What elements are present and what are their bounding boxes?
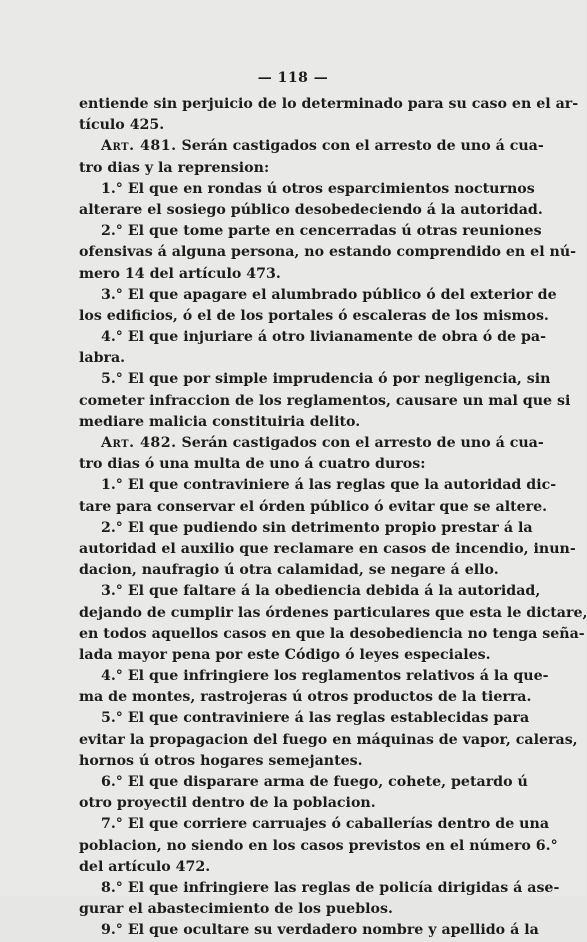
line-text: 5.° El que por simple imprudencia ó por negligencia, sin (101, 371, 551, 388)
line-text: dejando de cumplir las órdenes particulares que esta le dictare, (79, 604, 587, 621)
text-line (79, 836, 558, 857)
text-line (79, 497, 548, 518)
text-line (79, 433, 544, 454)
text-line (79, 264, 500, 285)
line-text: evitar la propagacion del fuego en máquinas de vapor, caleras, (79, 731, 578, 748)
text-line (79, 391, 571, 412)
line-text: autoridad el auxilio que reclamare en casos de incendio, inun- (79, 540, 576, 557)
text-line (79, 539, 576, 560)
line-text: 3.° El que faltare á la obediencia debida á la autoridad, (101, 583, 541, 600)
line-text: 5.° El que contraviniere á las reglas establecidas para (101, 710, 530, 727)
line-text: mediare malicia constituiria delito. (79, 413, 361, 430)
text-line (79, 814, 550, 835)
text-line (79, 603, 587, 624)
line-text: 4.° El que infringiere los reglamentos relativos á la que- (101, 668, 549, 685)
line-text: hornos ú otros hogares semejantes. (79, 752, 363, 769)
line-text: 9.° El que ocultare su verdadero nombre y apellido á la (101, 922, 539, 939)
text-line (79, 878, 560, 899)
line-text: labra. (79, 350, 126, 367)
line-text: tículo 425. (79, 117, 165, 134)
text-line (79, 454, 500, 475)
text-line (79, 624, 585, 645)
text-line (79, 751, 500, 772)
line-text: 3.° El que apagare el alumbrado público ó del exterior de (101, 286, 557, 303)
text-line (79, 369, 551, 390)
line-text: dacion, naufragio ú otra calamidad, se negare á ello. (79, 562, 499, 579)
text-line (79, 899, 500, 920)
line-text: lada mayor pena por este Código ó leyes especiales. (79, 646, 491, 663)
text-line (79, 518, 533, 539)
text-line (79, 285, 557, 306)
line-text: ofensivas á alguna persona, no estando comprendido en el nú- (79, 244, 577, 261)
line-text: 7.° El que corriere carruajes ó caballerías dentro de una (101, 816, 550, 833)
line-text: 2.° El que pudiendo sin detrimento propio prestar á la (101, 519, 533, 536)
line-text: entiende sin perjuicio de lo determinado para su caso en el ar- (79, 96, 579, 112)
text-line (79, 708, 530, 729)
text-line (79, 327, 547, 348)
line-text: del artículo 472. (79, 858, 211, 875)
text-line (79, 687, 532, 708)
line-text: Serán castigados con el arresto de uno á cua- (176, 435, 544, 451)
page-number: — 118 — (257, 70, 329, 86)
line-text: otro proyectil dentro de la poblacion. (79, 795, 376, 812)
text-line (79, 581, 541, 602)
article-label: Art. 482. (101, 435, 177, 451)
line-text: los edificios, ó el de los portales ó escaleras de los mismos. (79, 307, 549, 324)
line-text: alterare el sosiego público desobedeciendo á la autoridad. (79, 201, 543, 218)
text-line (79, 136, 544, 157)
line-text: 1.° El que contraviniere á las reglas que la autoridad dic- (101, 477, 557, 494)
line-text: Serán castigados con el arresto de uno á cua- (176, 138, 544, 155)
line-text: 8.° El que infringiere las reglas de policía dirigidas á ase- (101, 879, 560, 896)
line-text: 1.° El que en rondas ú otros esparcimientos nocturnos (101, 180, 535, 197)
line-text: 4.° El que injuriare á otro livianamente de obra ó de pa- (101, 329, 547, 346)
line-text: tare para conservar el órden público ó evitar que se altere. (79, 498, 548, 515)
text-line (79, 94, 579, 115)
text-line (79, 475, 557, 496)
text-line (79, 306, 549, 327)
line-text: 2.° El que tome parte en cencerradas ú otras reuniones (101, 223, 542, 240)
article-label: Art. 481. (101, 138, 177, 155)
text-line (79, 560, 500, 581)
text-line (79, 158, 500, 179)
line-text: poblacion, no siendo en los casos previstos en el número 6.° (79, 837, 558, 854)
line-text: cometer infraccion de los reglamentos, causare un mal que si (79, 392, 571, 409)
text-line (79, 772, 528, 793)
text-line (79, 200, 543, 221)
body-text (79, 94, 587, 942)
line-text: en todos aquellos casos en que la desobediencia no tenga seña- (79, 625, 585, 642)
text-line (79, 179, 535, 200)
text-line (79, 793, 500, 814)
text-line (79, 857, 500, 878)
line-text: ma de montes, rastrojeras ú otros productos de la tierra. (79, 689, 532, 706)
text-line (79, 115, 500, 136)
line-text: mero 14 del artículo 473. (79, 265, 281, 282)
text-line (79, 920, 539, 941)
text-line (79, 242, 577, 263)
line-text: tro dias ó una multa de uno á cuatro duros: (79, 456, 426, 473)
line-text: 6.° El que disparare arma de fuego, cohete, petardo ú (101, 774, 528, 790)
text-line (79, 221, 542, 242)
text-line (79, 645, 500, 666)
text-line (79, 730, 578, 751)
text-line (79, 666, 549, 687)
text-line (79, 348, 500, 369)
text-line (79, 412, 500, 433)
line-text: tro dias y la reprension: (79, 159, 270, 176)
line-text: gurar el abastecimiento de los pueblos. (79, 901, 393, 918)
